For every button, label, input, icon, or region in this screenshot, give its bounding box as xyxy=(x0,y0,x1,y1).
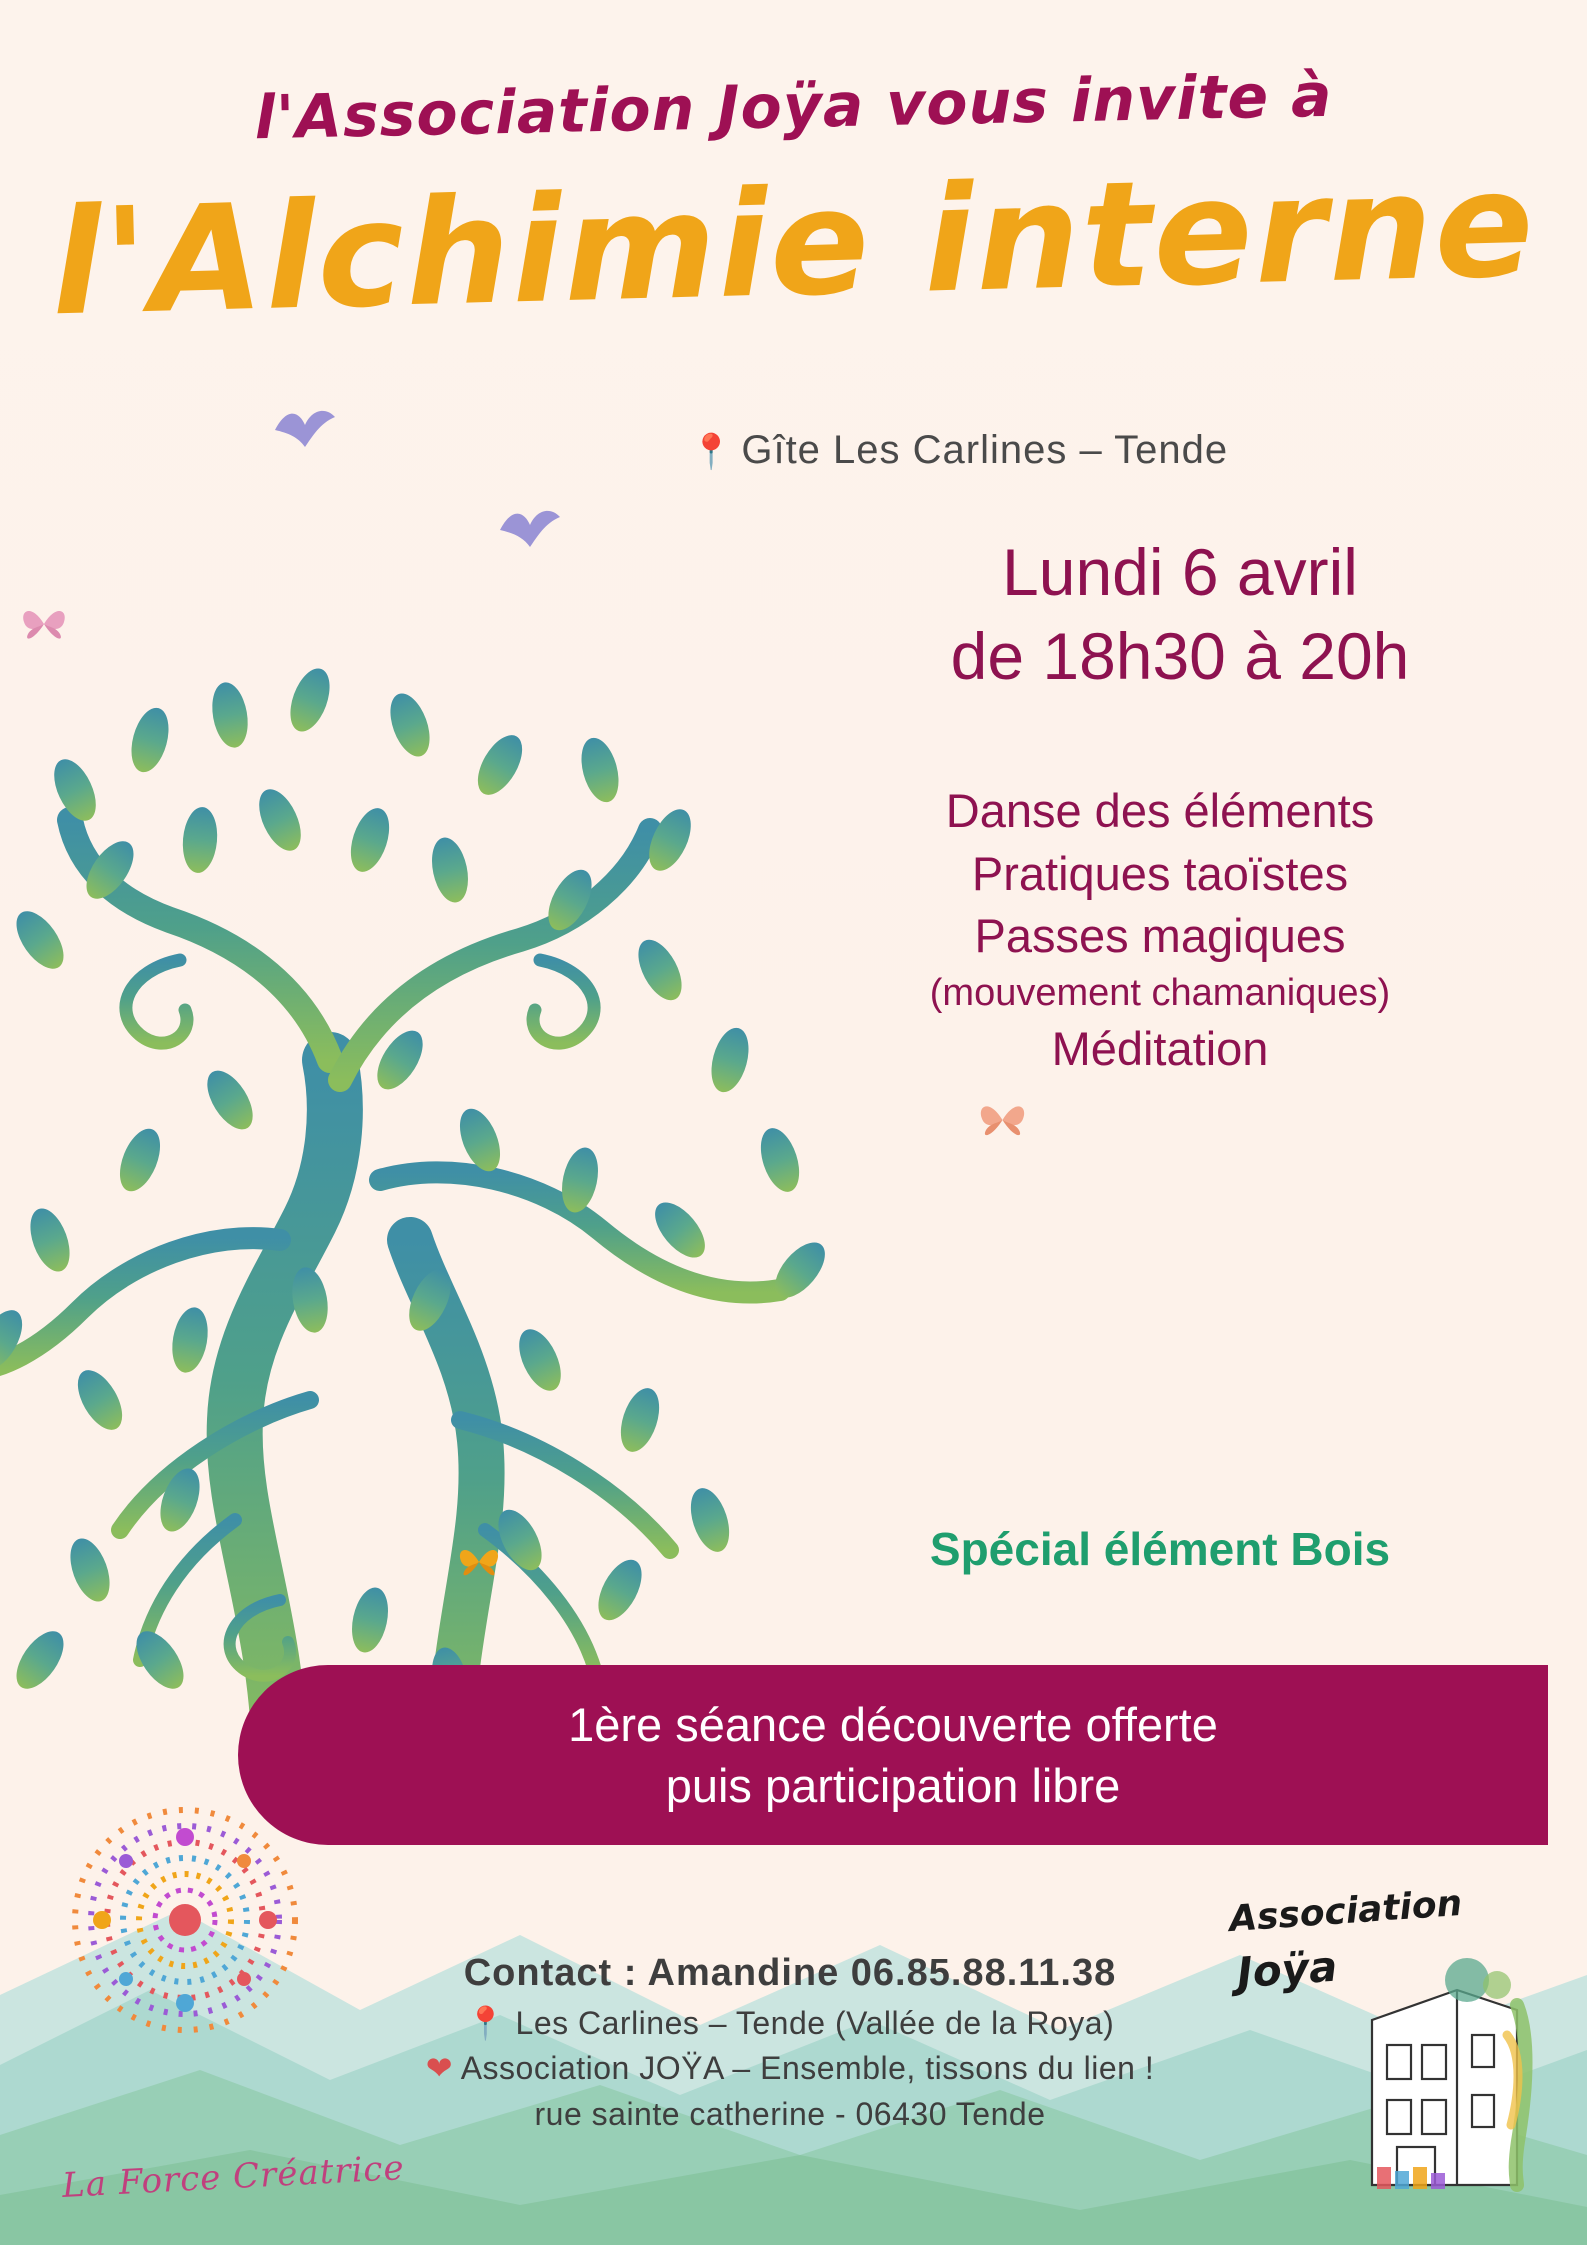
butterfly-icon xyxy=(975,1095,1030,1145)
house-drawing-icon xyxy=(1217,1882,1547,2215)
bird-icon xyxy=(270,395,340,455)
activity-item: Pratiques taoïstes xyxy=(971,846,1349,900)
activity-item: Danse des éléments xyxy=(945,784,1375,837)
joya-logo xyxy=(1217,1882,1547,2215)
date-line-1: Lundi 6 avril xyxy=(1002,535,1358,609)
headline-invitation: l'Association Joÿa vous invite à xyxy=(253,60,1334,154)
contact-line-3 xyxy=(330,2046,1250,2091)
offer-line-2: puis participation libre xyxy=(665,1759,1121,1812)
logo-line-1: Association xyxy=(1227,1882,1464,1941)
offer-line-1: 1ère séance découverte offerte xyxy=(568,1697,1218,1751)
date-block xyxy=(830,530,1530,699)
signature-force-creatrice: La Force Créatrice xyxy=(61,2148,406,2206)
contact-line-1: Contact : Amandine 06.85.88.11.38 xyxy=(463,1951,1117,1994)
bird-icon xyxy=(495,495,565,555)
heart-icon: ❤ xyxy=(425,2050,454,2087)
contact-line-4: rue sainte catherine - 06430 Tende xyxy=(534,2095,1046,2132)
activity-item: Passes magiques xyxy=(974,909,1346,962)
butterfly-icon xyxy=(18,600,70,648)
location-pin-icon: 📍 xyxy=(690,433,734,471)
location-pin-icon: 📍 xyxy=(465,2004,507,2041)
contact-association-label: Association JOŸA – Ensemble, tissons du lien ! xyxy=(460,2050,1155,2087)
activities-list xyxy=(790,780,1530,1081)
venue-label: Gîte Les Carlines – Tende xyxy=(741,428,1229,472)
butterfly-icon xyxy=(455,1540,503,1584)
venue-line xyxy=(690,428,1510,473)
special-element-label: Spécial élément Bois xyxy=(929,1523,1391,1575)
activity-item-note: (mouvement chamaniques) xyxy=(929,971,1391,1014)
date-line-2: de 18h30 à 20h xyxy=(950,619,1410,694)
tree-illustration xyxy=(0,540,1000,1770)
mandala-illustration xyxy=(60,1795,310,2045)
headline-title: l'Alchimie interne xyxy=(49,139,1538,349)
contact-address-label: Les Carlines – Tende (Vallée de la Roya) xyxy=(515,2004,1115,2041)
contact-line-2 xyxy=(330,2001,1250,2046)
activity-item: Méditation xyxy=(1051,1022,1269,1076)
logo-line-2: Joÿa xyxy=(1235,1941,1339,1998)
contact-block xyxy=(330,1947,1250,2137)
